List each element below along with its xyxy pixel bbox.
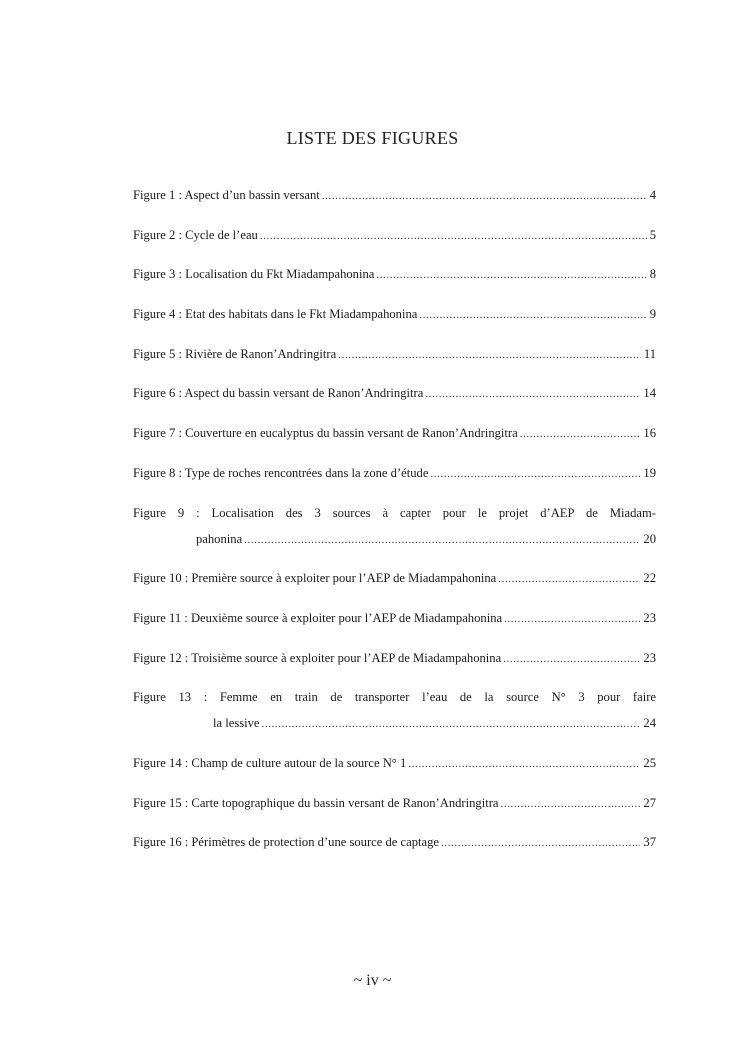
page-number: 20 bbox=[643, 531, 656, 546]
page-number: 23 bbox=[643, 650, 656, 665]
figure-label: Figure 2 : Cycle de l’eau bbox=[133, 227, 258, 242]
dot-leader bbox=[520, 424, 641, 444]
figure-label: Figure 5 : Rivière de Ranon’Andringitra bbox=[133, 346, 337, 361]
list-item bbox=[133, 687, 656, 734]
page-number: 27 bbox=[643, 795, 656, 810]
figure-label: Figure 7 : Couverture en eucalyptus du bassin versant de Ranon’Andringitra bbox=[133, 426, 518, 441]
figure-label: Figure 10 : Première source à exploiter pour l’AEP de Miadampahonina bbox=[133, 571, 497, 586]
list-item bbox=[133, 793, 656, 814]
dot-leader bbox=[244, 530, 640, 550]
figure-label: Figure 1 : Aspect d’un bassin versant bbox=[133, 188, 320, 202]
figure-label: la lessive bbox=[213, 716, 260, 731]
dot-leader bbox=[322, 186, 647, 206]
page-number: 24 bbox=[643, 716, 656, 731]
page-title: LISTE DES FIGURES bbox=[286, 128, 459, 148]
list-item bbox=[133, 423, 656, 444]
dot-leader bbox=[376, 265, 646, 285]
figure-label: Figure 6 : Aspect du bassin versant de Ranon’Andringitra bbox=[133, 386, 424, 401]
dot-leader bbox=[260, 226, 647, 246]
figure-label: Figure 8 : Type de roches rencontrées dans la zone d’étude bbox=[133, 465, 429, 480]
dot-leader bbox=[262, 714, 641, 734]
list-item bbox=[133, 264, 656, 285]
dot-leader bbox=[441, 833, 640, 853]
page-number: 4 bbox=[649, 188, 656, 202]
figure-label: pahonina bbox=[196, 531, 243, 546]
list-item bbox=[133, 185, 656, 206]
dot-leader bbox=[408, 754, 640, 774]
figure-label-line1: Figure 13 : Femme en train de transporter l’eau de la source N° 3 pour faire bbox=[133, 690, 656, 705]
page-footer-number: ~ iv ~ bbox=[353, 972, 392, 989]
dot-leader bbox=[504, 609, 640, 629]
page-number: 14 bbox=[643, 386, 656, 401]
figure-label: Figure 4 : Etat des habitats dans le Fkt Miadampahonina bbox=[133, 307, 418, 322]
dot-leader bbox=[498, 569, 640, 589]
figure-label: Figure 14 : Champ de culture autour de la source N° 1 bbox=[133, 755, 407, 770]
list-item bbox=[133, 608, 656, 629]
list-item bbox=[133, 753, 656, 774]
list-item bbox=[133, 344, 656, 365]
dot-leader bbox=[425, 384, 640, 404]
page-number: 23 bbox=[643, 610, 656, 625]
page-number: 5 bbox=[649, 227, 656, 242]
list-item bbox=[133, 503, 656, 550]
list-item bbox=[133, 383, 656, 404]
page-number: 8 bbox=[649, 267, 656, 282]
page-number: 37 bbox=[643, 835, 656, 850]
list-item bbox=[133, 568, 656, 589]
figure-label: Figure 11 : Deuxième source à exploiter pour l’AEP de Miadampahonina bbox=[133, 610, 503, 625]
list-item bbox=[133, 648, 656, 669]
page-number: 11 bbox=[643, 346, 656, 361]
dot-leader bbox=[501, 794, 641, 814]
dot-leader bbox=[419, 305, 646, 325]
list-item bbox=[133, 225, 656, 246]
page-number: 22 bbox=[643, 571, 656, 586]
page-number: 19 bbox=[643, 465, 656, 480]
figure-label: Figure 15 : Carte topographique du bassin versant de Ranon’Andringitra bbox=[133, 795, 499, 810]
page-number: 25 bbox=[643, 755, 656, 770]
dot-leader bbox=[503, 649, 640, 669]
list-item bbox=[133, 304, 656, 325]
figure-label: Figure 12 : Troisième source à exploiter pour l’AEP de Miadampahonina bbox=[133, 650, 502, 665]
dot-leader bbox=[338, 345, 641, 365]
figure-label: Figure 16 : Périmètres de protection d’une source de captage bbox=[133, 835, 439, 850]
list-item bbox=[133, 463, 656, 484]
figure-label: Figure 3 : Localisation du Fkt Miadampahonina bbox=[133, 267, 375, 282]
figure-list bbox=[133, 185, 656, 872]
figure-label-line1: Figure 9 : Localisation des 3 sources à capter pour le projet d’AEP de Miadam- bbox=[133, 505, 656, 520]
list-item bbox=[133, 832, 656, 853]
page-number: 16 bbox=[643, 426, 656, 441]
page-number: 9 bbox=[649, 307, 656, 322]
dot-leader bbox=[430, 464, 640, 484]
